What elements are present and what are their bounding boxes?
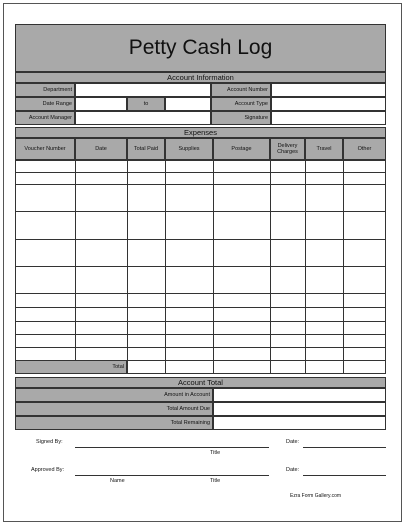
account-info-header: Account Information bbox=[15, 72, 386, 83]
signed-by-line[interactable] bbox=[75, 447, 269, 448]
col-postage: Postage bbox=[213, 138, 270, 160]
total-amount-due-field[interactable] bbox=[213, 402, 386, 416]
date-range-start-field[interactable] bbox=[75, 97, 127, 111]
department-label: Department bbox=[15, 83, 75, 97]
total-remaining-field[interactable] bbox=[213, 416, 386, 430]
signature-field[interactable] bbox=[271, 111, 386, 125]
col-other: Other bbox=[343, 138, 386, 160]
amount-in-account-field[interactable] bbox=[213, 388, 386, 402]
footer-text: Ezra Form Gallery.com bbox=[290, 493, 342, 499]
col-delivery-charges: Delivery Charges bbox=[270, 138, 305, 160]
department-field[interactable] bbox=[75, 83, 211, 97]
date-range-to-label: to bbox=[127, 97, 165, 111]
account-manager-label: Account Manager bbox=[15, 111, 75, 125]
approved-by-line[interactable] bbox=[75, 475, 269, 476]
approved-by-title-label: Title bbox=[210, 478, 221, 484]
signed-by-date-line[interactable] bbox=[303, 447, 386, 448]
col-supplies: Supplies bbox=[165, 138, 213, 160]
account-number-label: Account Number bbox=[211, 83, 271, 97]
signature-label: Signature bbox=[211, 111, 271, 125]
total-label: Total bbox=[15, 360, 127, 374]
col-voucher-number: Voucher Number bbox=[15, 138, 75, 160]
account-type-label: Account Type bbox=[211, 97, 271, 111]
date-range-label: Date Range bbox=[15, 97, 75, 111]
expenses-header: Expenses bbox=[15, 127, 386, 138]
approved-by-date-label: Date: bbox=[286, 467, 300, 473]
account-total-header: Account Total bbox=[15, 377, 386, 388]
approved-by-label: Approved By: bbox=[31, 467, 65, 473]
date-range-end-field[interactable] bbox=[165, 97, 211, 111]
account-number-field[interactable] bbox=[271, 83, 386, 97]
col-total-paid: Total Paid bbox=[127, 138, 165, 160]
col-date: Date bbox=[75, 138, 127, 160]
page-title: Petty Cash Log bbox=[15, 24, 386, 72]
expenses-table-grid[interactable] bbox=[15, 160, 386, 374]
approved-by-name-label: Name bbox=[110, 478, 125, 484]
account-type-field[interactable] bbox=[271, 97, 386, 111]
approved-by-date-line[interactable] bbox=[303, 475, 386, 476]
signed-by-title-label: Title bbox=[210, 450, 221, 456]
account-manager-field[interactable] bbox=[75, 111, 211, 125]
amount-in-account-label: Amount in Account bbox=[15, 388, 213, 402]
signed-by-date-label: Date: bbox=[286, 439, 300, 445]
total-amount-due-label: Total Amount Due bbox=[15, 402, 213, 416]
signed-by-label: Signed By: bbox=[36, 439, 63, 445]
total-remaining-label: Total Remaining bbox=[15, 416, 213, 430]
col-travel: Travel bbox=[305, 138, 343, 160]
